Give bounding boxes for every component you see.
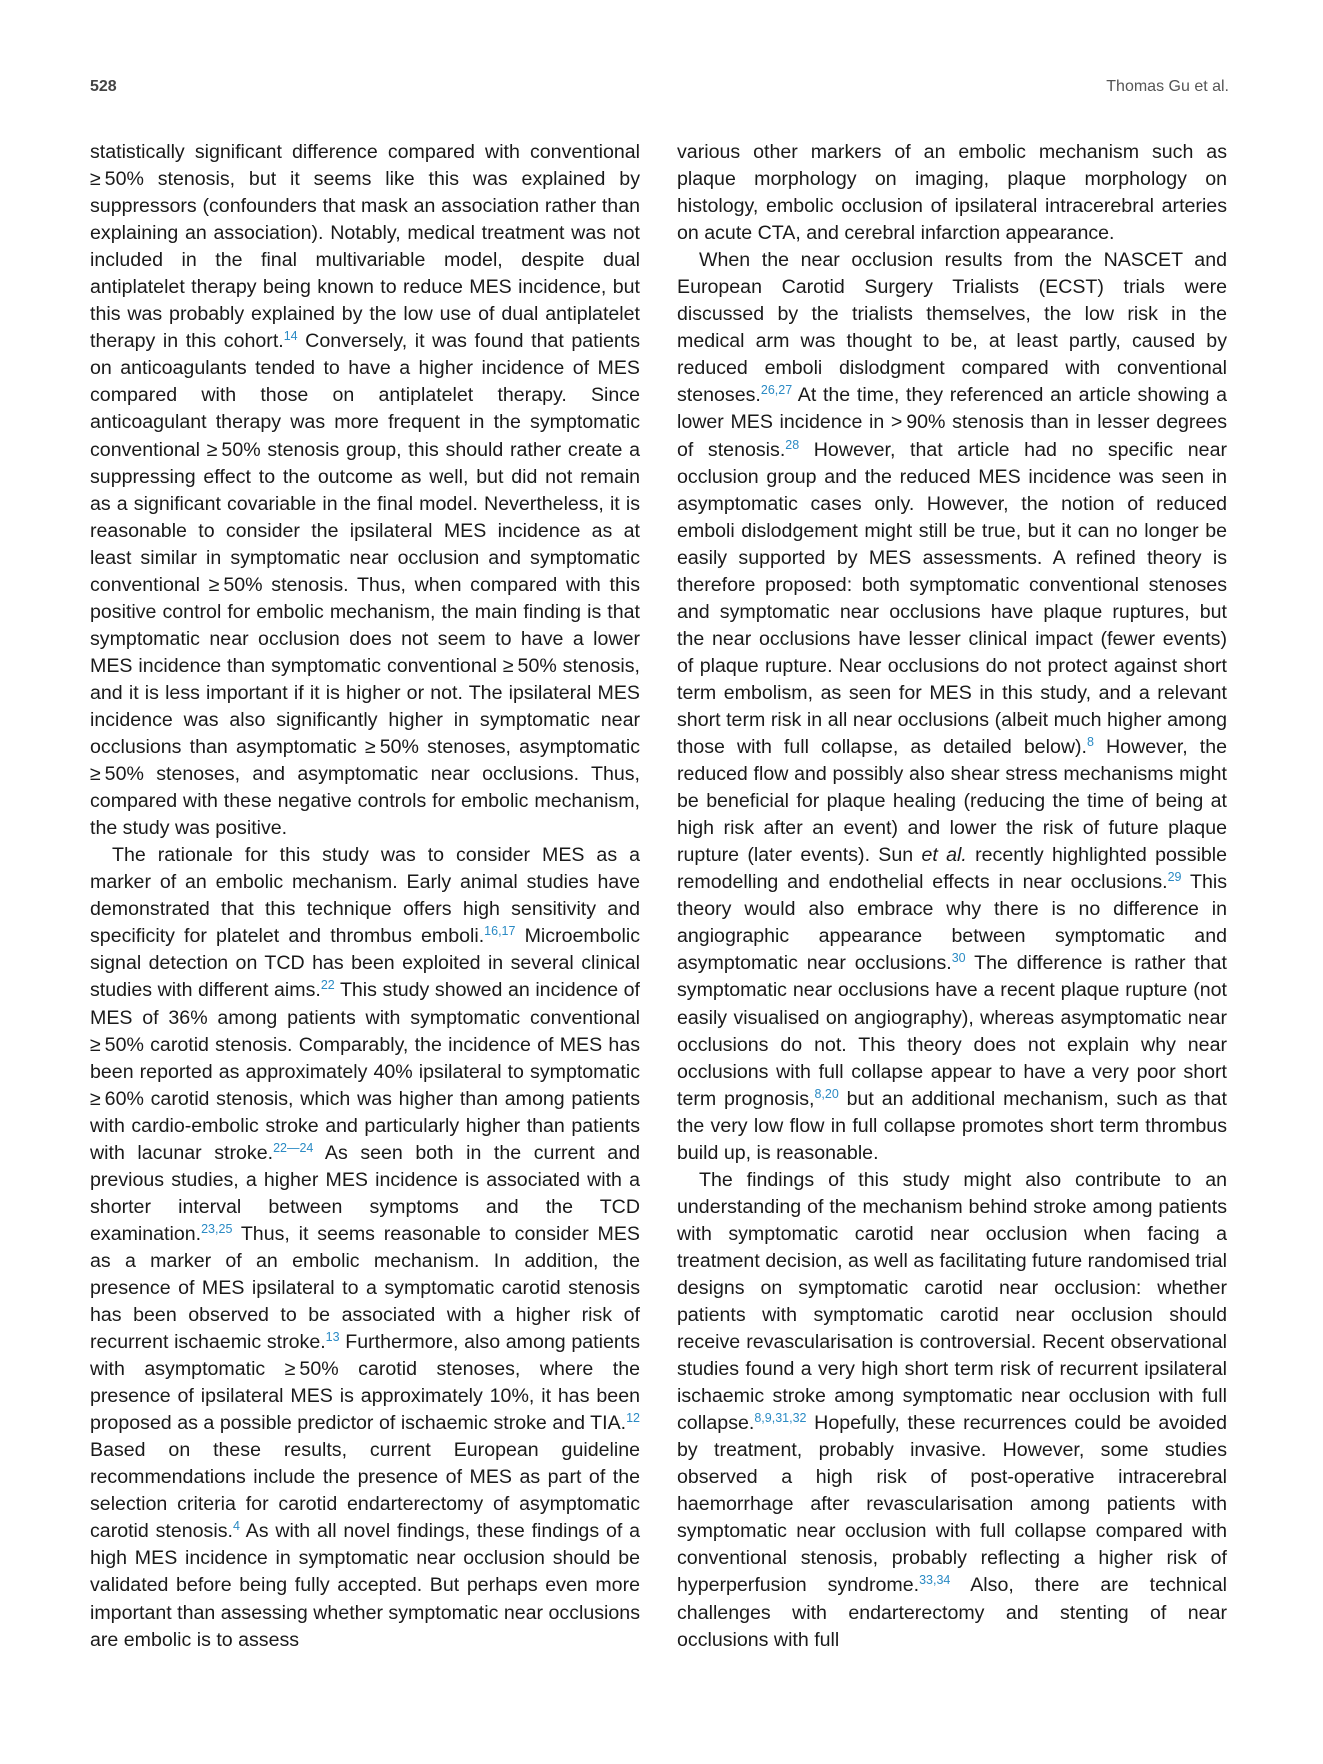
text-run: The difference is rather that symptomatic near occlusions have a recent plaque rupture (not easily visualised on angiography), whereas asymptomatic near occlusions do not. This theory does not explain why near occlusions with full collapse appear to have a very poor short term prognosis, bbox=[677, 952, 1227, 1110]
citation-link[interactable]: 8 bbox=[1087, 735, 1094, 750]
text-run: Hopefully, these recurrences could be avoided by treatment, probably invasive. However, some studies observed a high risk of post-operative intracerebral haemorrhage after revascularisation among patients with symptomatic near occlusion with full collapse compared with conventional stenosis, probably reflecting a higher risk of hyperperfusion syndrome. bbox=[677, 1412, 1227, 1597]
body-paragraph bbox=[677, 139, 1227, 247]
running-head-authors: Thomas Gu et al. bbox=[1106, 78, 1229, 95]
citation-link[interactable]: 28 bbox=[785, 437, 800, 452]
text-run: This theory would also embrace why there is no difference in angiographic appearance between symptomatic and asymptomatic near occlusions. bbox=[677, 871, 1228, 975]
citation-link[interactable]: 13 bbox=[325, 1330, 340, 1345]
right-column bbox=[677, 139, 1227, 1654]
text-run: various other markers of an embolic mechanism such as plaque morphology on imaging, plaque morphology on histology, embolic occlusion of ipsilateral intracerebral arteries on acute CTA, and cerebral infarction appearance. bbox=[677, 141, 1227, 245]
citation-link[interactable]: 8,9,31,32 bbox=[754, 1411, 807, 1426]
citation-link[interactable]: 8,20 bbox=[814, 1086, 839, 1101]
body-paragraph bbox=[90, 139, 640, 842]
citation-link[interactable]: 22 bbox=[320, 978, 335, 993]
text-run: Also, there are technical challenges with endarterectomy and stenting of near occlusions with full bbox=[677, 1574, 1227, 1651]
body-paragraph bbox=[677, 1167, 1227, 1654]
text-run: but an additional mechanism, such as that the very low flow in full collapse promotes short term thrombus build up, is reasonable. bbox=[677, 1087, 1227, 1164]
text-run: As seen both in the current and previous studies, a higher MES incidence is associated with a shorter interval between symptoms and the TCD examination. bbox=[90, 1141, 641, 1245]
italic-text: et al. bbox=[921, 844, 967, 867]
citation-link[interactable]: 29 bbox=[1167, 870, 1182, 885]
text-run: However, the reduced flow and possibly also shear stress mechanisms might be beneficial for plaque healing (reducing the time of being at high risk after an event) and lower the risk of future plaque rupture (later events). Sun bbox=[677, 736, 1228, 867]
citation-link[interactable]: 30 bbox=[951, 951, 966, 966]
text-run: Furthermore, also among patients with asymptomatic ≥ 50% carotid stenoses, where the presence of ipsilateral MES is approximately 10%, it has been proposed as a possible predictor of ischaemic stroke and TIA. bbox=[90, 1331, 640, 1435]
citation-link[interactable]: 33,34 bbox=[919, 1573, 951, 1588]
text-run: However, that article had no specific near occlusion group and the reduced MES incidence was seen in asymptomatic cases only. However, the notion of reduced emboli dislodgement might still be true, but it can no longer be easily supported by MES assessments. A refined theory is therefore proposed: both symptomatic conventional stenoses and symptomatic near occlusions have plaque ruptures, but the near occlusions have lesser clinical impact (fewer events) of plaque rupture. Near occlusions do not protect against short term embolism, as seen for MES in this study, and a relevant short term risk in all near occlusions (albeit much higher among those with full collapse, as detailed below). bbox=[677, 438, 1227, 759]
text-run: As with all novel findings, these findings of a high MES incidence in symptomatic near occlusion should be validated before being fully accepted. But perhaps even more important than assessing whether symptomatic near occlusions are embolic is to assess bbox=[90, 1520, 640, 1651]
citation-link[interactable]: 4 bbox=[232, 1519, 240, 1534]
citation-link[interactable]: 16,17 bbox=[484, 924, 516, 939]
text-run: The rationale for this study was to consider MES as a marker of an embolic mechanism. Early animal studies have demonstrated that this technique offers high sensitivity and specificity for platelet and thrombus emboli. bbox=[90, 844, 640, 948]
text-run: At the time, they referenced an article showing a lower MES incidence in > 90% stenosis than in lesser degrees of stenosis. bbox=[677, 384, 1227, 461]
text-run: Thus, it seems reasonable to consider MES as a marker of an embolic mechanism. In addition, the presence of MES ipsilateral to a symptomatic carotid stenosis has been observed to be associated with a higher risk of recurrent ischaemic stroke. bbox=[90, 1222, 640, 1354]
text-run: When the near occlusion results from the NASCET and European Carotid Surgery Trialists (ECST) trials were discussed by the trialists themselves, the low risk in the medical arm was thought to be, at least partly, caused by reduced emboli dislodgment compared with conventional stenoses. bbox=[677, 249, 1227, 407]
text-run: The findings of this study might also contribute to an understanding of the mechanism behind stroke among patients with symptomatic carotid near occlusion when facing a treatment decision, as well as facilitating future randomised trial designs on symptomatic carotid near occlusion: whether patients with symptomatic carotid near occlusion should receive revascularisation is controversial. Recent observational studies found a very high short term risk of recurrent ipsilateral ischaemic stroke among symptomatic near occlusion with full collapse. bbox=[677, 1168, 1227, 1435]
text-run: Microembolic signal detection on TCD has been exploited in several clinical studies with different aims. bbox=[90, 925, 640, 1002]
text-run: This study showed an incidence of MES of 36% among patients with symptomatic conventional ≥ 50% carotid stenosis. Comparably, the incidence of MES has been reported as approximately 40% ipsilateral to symptomatic ≥ 60% carotid stenosis, which was higher than among patients with cardio-embolic stroke and particularly higher than patients with lacunar stroke. bbox=[90, 979, 640, 1164]
citation-link[interactable]: 22—24 bbox=[273, 1140, 314, 1155]
text-run: Based on these results, current European guideline recommendations include the presence of MES as part of the selection criteria for carotid endarterectomy of asymptomatic carotid stenosis. bbox=[90, 1439, 640, 1543]
text-run: Conversely, it was found that patients on anticoagulants tended to have a higher incidence of MES compared with those on antiplatelet therapy. Since anticoagulant therapy was more frequent in the symptomatic conventional ≥ 50% stenosis group, this should rather create a suppressing effect to the outcome as well, but did not remain as a significant covariable in the final model. Nevertheless, it is reasonable to consider the ipsilateral MES incidence as at least similar in symptomatic near occlusion and symptomatic conventional ≥ 50% stenosis. Thus, when compared with this positive control for embolic mechanism, the main finding is that symptomatic near occlusion does not seem to have a lower MES incidence than symptomatic conventional ≥ 50% stenosis, and it is less important if it is higher or not. The ipsilateral MES incidence was also significantly higher in symptomatic near occlusions than asymptomatic ≥ 50% stenoses, asymptomatic ≥ 50% stenoses, and asymptomatic near occlusions. Thus, compared with these negative controls for embolic mechanism, the study was positive. bbox=[90, 330, 640, 840]
body-paragraph bbox=[90, 842, 640, 1653]
text-run: recently highlighted possible remodelling and endothelial effects in near occlusions. bbox=[677, 844, 1227, 894]
body-paragraph bbox=[677, 247, 1227, 1167]
page-header bbox=[90, 78, 1229, 102]
citation-link[interactable]: 12 bbox=[626, 1411, 640, 1426]
text-run: statistically significant difference compared with conventional ≥ 50% stenosis, but it seems like this was explained by suppressors (confounders that mask an association rather than explaining an association). Notably, medical treatment was not included in the final multivariable model, despite dual antiplatelet therapy being known to reduce MES incidence, but this was probably explained by the low use of dual antiplatelet therapy in this cohort. bbox=[90, 141, 640, 353]
citation-link[interactable]: 26,27 bbox=[760, 383, 793, 398]
citation-link[interactable]: 23,25 bbox=[201, 1221, 233, 1236]
citation-link[interactable]: 14 bbox=[283, 329, 298, 344]
page-number: 528 bbox=[90, 78, 117, 95]
left-column bbox=[90, 139, 640, 1654]
